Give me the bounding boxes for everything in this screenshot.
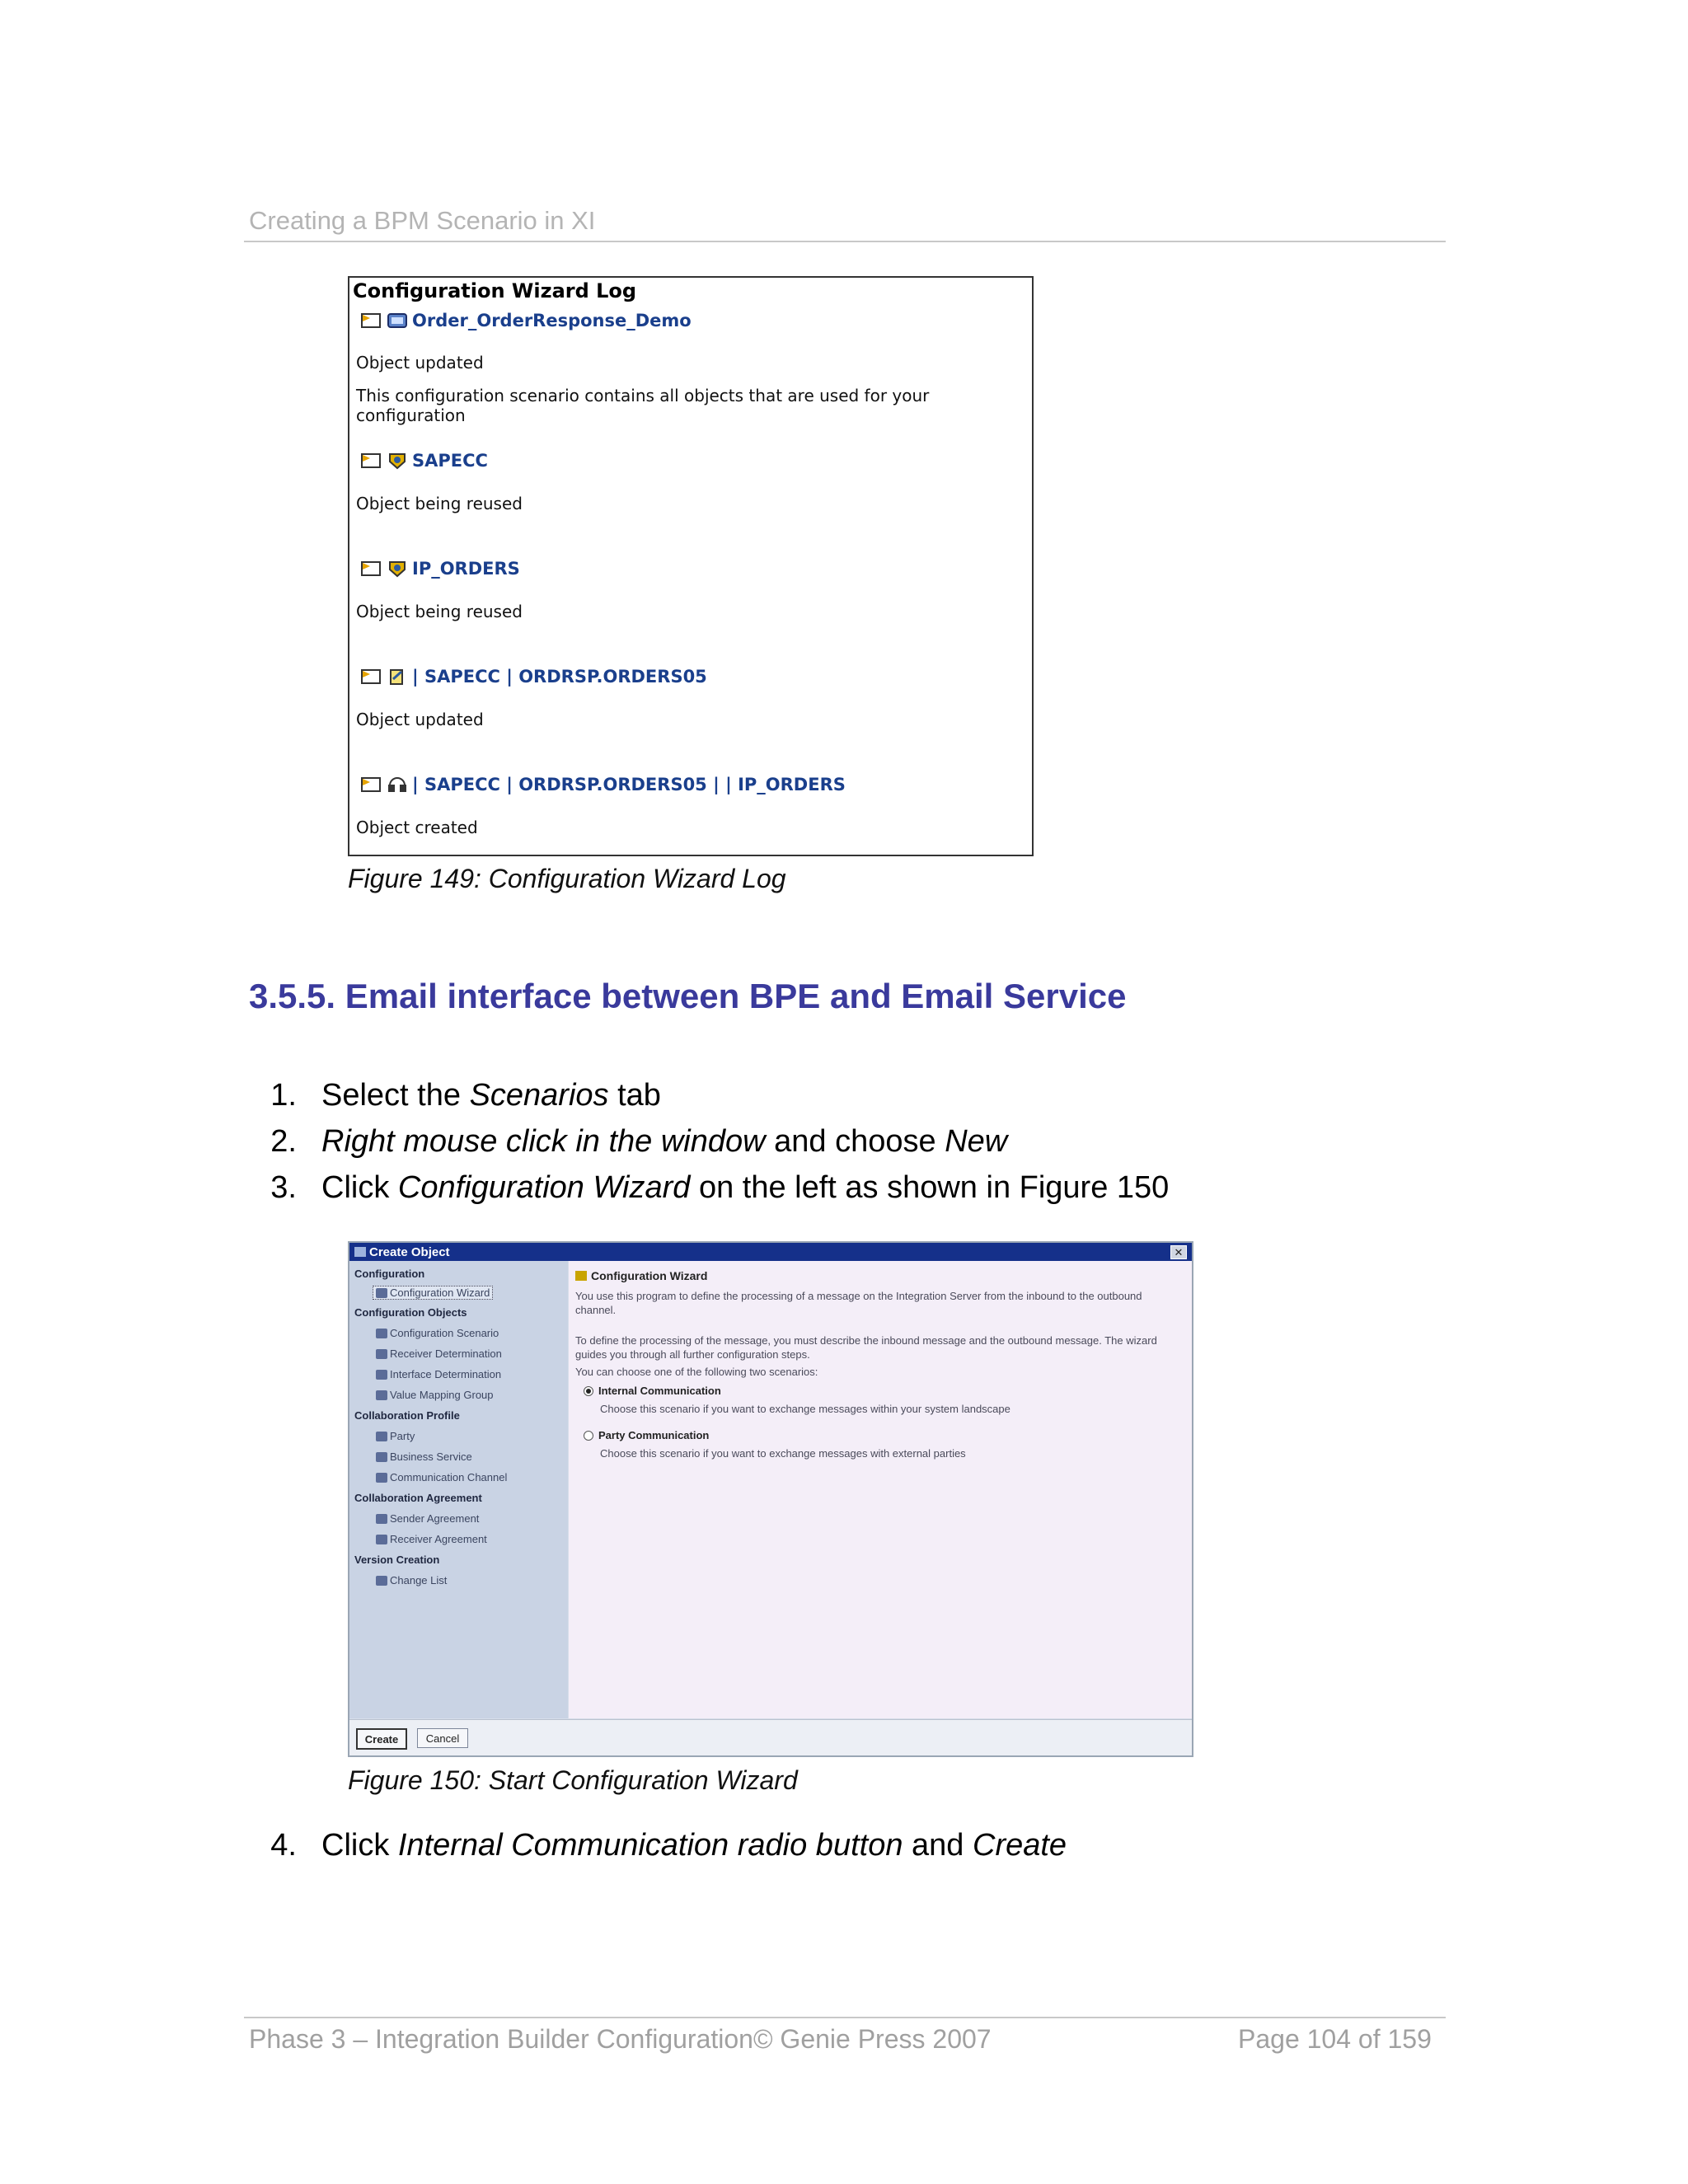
- tree-category-version-creation[interactable]: Version Creation: [354, 1554, 440, 1566]
- party-communication-radio[interactable]: Party Communication: [584, 1429, 709, 1441]
- figure-149-caption: Figure 149: Configuration Wizard Log: [348, 864, 786, 893]
- log-entry-status: Object updated: [356, 353, 484, 373]
- log-entry-interface-determination[interactable]: [359, 775, 846, 794]
- cancel-button[interactable]: Cancel: [417, 1728, 468, 1748]
- log-entry-status: Object created: [356, 818, 478, 837]
- wizard-description-pane: [569, 1261, 1192, 1718]
- communication-channel-icon: [376, 1473, 387, 1483]
- object-type-tree: [349, 1261, 568, 1718]
- tree-item-communication-channel[interactable]: Communication Channel: [376, 1471, 507, 1483]
- internal-communication-desc: Choose this scenario if you want to exchange messages within your system landscape: [600, 1403, 1010, 1415]
- scenario-icon: [376, 1329, 387, 1338]
- window-icon: [354, 1247, 366, 1257]
- log-entry-name: | SAPECC | ORDRSP.ORDERS05 | | IP_ORDERS: [412, 775, 846, 794]
- log-entry-scenario[interactable]: [359, 311, 692, 330]
- change-list-icon: [376, 1576, 387, 1586]
- header-rule: [244, 241, 1446, 242]
- scenario-icon: [386, 311, 409, 330]
- tree-category-collaboration-agreement[interactable]: Collaboration Agreement: [354, 1492, 482, 1504]
- tree-item-configuration-scenario[interactable]: Configuration Scenario: [376, 1327, 499, 1339]
- log-entry-sapecc[interactable]: [359, 451, 488, 471]
- log-entry-status: Object being reused: [356, 494, 523, 513]
- interface-determination-icon: [386, 775, 409, 794]
- running-header: Creating a BPM Scenario in XI: [249, 206, 596, 235]
- sender-agreement-icon: [376, 1514, 387, 1524]
- log-entry-receiver-determination[interactable]: [359, 667, 707, 687]
- step-3: 3. Click Configuration Wizard on the left as shown in Figure 150: [270, 1170, 1170, 1205]
- create-object-window: [348, 1241, 1193, 1757]
- section-heading: 3.5.5. Email interface between BPE and Email Service: [249, 977, 1127, 1015]
- value-mapping-icon: [376, 1390, 387, 1400]
- flag-icon: [359, 311, 382, 330]
- panel-paragraph-2: To define the processing of the message, you must describe the inbound message and the outbound message. The wizard guides you through all further configuration steps.: [575, 1334, 1157, 1361]
- tree-item-interface-determination[interactable]: Interface Determination: [376, 1368, 501, 1380]
- tree-item-configuration-wizard[interactable]: Configuration Wizard: [373, 1286, 493, 1300]
- log-entry-note: This configuration scenario contains all objects that are used for your configuration: [356, 386, 930, 425]
- create-button[interactable]: Create: [356, 1728, 407, 1750]
- step-text: Click Configuration Wizard on the left as shown in Figure 150: [321, 1170, 1170, 1205]
- log-entry-ip-orders[interactable]: [359, 559, 520, 579]
- tree-item-change-list[interactable]: Change List: [376, 1574, 447, 1586]
- tree-item-business-service[interactable]: Business Service: [376, 1451, 472, 1463]
- business-system-icon: [386, 559, 409, 579]
- tree-category-configuration-objects[interactable]: Configuration Objects: [354, 1306, 467, 1319]
- tree-item-sender-agreement[interactable]: Sender Agreement: [376, 1512, 479, 1525]
- window-footer: [349, 1719, 1192, 1756]
- receiver-determination-icon: [386, 667, 409, 687]
- step-1: 1. Select the Scenarios tab: [270, 1078, 661, 1113]
- log-entry-status: Object being reused: [356, 602, 523, 621]
- flag-icon: [359, 451, 382, 471]
- tree-category-collaboration-profile[interactable]: Collaboration Profile: [354, 1409, 460, 1422]
- footer-rule: [244, 2017, 1446, 2018]
- internal-communication-radio[interactable]: Internal Communication: [584, 1385, 721, 1397]
- business-system-icon: [386, 451, 409, 471]
- business-service-icon: [376, 1452, 387, 1462]
- log-entry-name: SAPECC: [412, 451, 488, 471]
- tree-item-value-mapping-group[interactable]: Value Mapping Group: [376, 1389, 494, 1401]
- step-text: Click Internal Communication radio button and Create: [321, 1828, 1067, 1863]
- tree-item-party[interactable]: Party: [376, 1430, 415, 1442]
- page-number: Page 104 of 159: [1238, 2024, 1432, 2054]
- window-title: Create Object: [369, 1244, 450, 1259]
- footer-text: Phase 3 – Integration Builder Configuration© Genie Press 2007: [249, 2024, 992, 2054]
- party-communication-desc: Choose this scenario if you want to exchange messages with external parties: [600, 1447, 966, 1460]
- flag-icon: [359, 775, 382, 794]
- step-4: 4. Click Internal Communication radio button and Create: [270, 1828, 1067, 1863]
- panel-paragraph-3: You can choose one of the following two scenarios:: [575, 1366, 818, 1378]
- radio-selected-icon: [584, 1386, 593, 1396]
- log-entry-name: Order_OrderResponse_Demo: [412, 311, 692, 330]
- flag-icon: [359, 667, 382, 687]
- radio-unselected-icon: [584, 1431, 593, 1441]
- configuration-wizard-log: [348, 276, 1034, 856]
- flag-icon: [359, 559, 382, 579]
- panel-title: Configuration Wizard: [575, 1269, 707, 1282]
- step-text: Right mouse click in the window and choose New: [321, 1124, 1008, 1159]
- receiver-agreement-icon: [376, 1535, 387, 1544]
- window-titlebar: [349, 1243, 1192, 1261]
- wizard-icon: [376, 1288, 387, 1298]
- log-entry-status: Object updated: [356, 710, 484, 729]
- tree-item-receiver-determination[interactable]: Receiver Determination: [376, 1347, 502, 1360]
- log-entry-name: | SAPECC | ORDRSP.ORDERS05: [412, 667, 707, 687]
- tree-category-configuration[interactable]: Configuration: [354, 1268, 425, 1280]
- tree-item-receiver-agreement[interactable]: Receiver Agreement: [376, 1533, 487, 1545]
- close-button[interactable]: ✕: [1170, 1245, 1187, 1259]
- log-title: Configuration Wizard Log: [353, 279, 637, 302]
- figure-150-caption: Figure 150: Start Configuration Wizard: [348, 1765, 798, 1795]
- interface-determination-icon: [376, 1370, 387, 1380]
- party-icon: [376, 1432, 387, 1441]
- wizard-icon: [575, 1271, 587, 1281]
- panel-paragraph-1: You use this program to define the processing of a message on the Integration Server from the inbound to the outbound channel.: [575, 1290, 1142, 1316]
- receiver-determination-icon: [376, 1349, 387, 1359]
- step-2: 2. Right mouse click in the window and choose New: [270, 1124, 1008, 1159]
- step-text: Select the Scenarios tab: [321, 1078, 661, 1113]
- log-entry-name: IP_ORDERS: [412, 559, 520, 579]
